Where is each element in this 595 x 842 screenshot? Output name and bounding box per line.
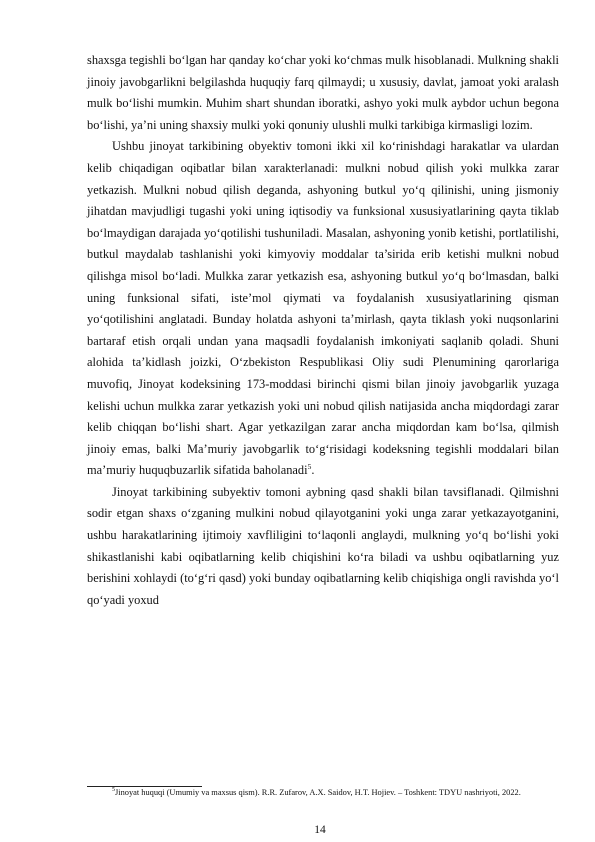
paragraph-2-text: Ushbu jinoyat tarkibining obyektiv tomoni ikki xil ko‘rinishdagi harakatlar va ulardan kelib chiqadigan oqibatlar bilan xarakterlanadi: mulkni nobud qilish yoki mulkka zarar yetkazish. Mulkni nobud qilish deganda, ashyoning butkul yo‘q qilinishi, uning jismoniy jihatdan mavjudligi tugashi yoki uning iqtisodiy va funksional xususiyatlarining qayta tiklab bo‘lmaydigan darajada yo‘qotilishi tushuniladi. Masalan, ashyoning yonib ketishi, portlatilishi, butkul maydalab tashlanishi yoki kimyoviy moddalar ta’sirida erib ketishi mulkni nobud qilishga misol bo‘ladi. Mulkka zarar yetkazish esa, ashyoning butkul yo‘q bo‘lmasdan, balki uning funksional sifati, iste’mol qiymati va foydalanish xususiyatlarining qisman yo‘qotilishini anglatadi. Bunday holatda ashyoni ta’mirlash, qayta tiklash yoki nuqsonlarini bartaraf etish orqali undan yana maqsadli foydalanish imkoniyati saqlanib qoladi. Shuni alohida ta’kidlash joizki, O‘zbekiston Respublikasi Oliy sudi Plenumining qarorlariga muvofiq, Jinoyat kodeksining 173-moddasi birinchi qismi bilan jinoiy javobgarlik yuzaga kelishi uchun mulkka zarar yetkazish yoki uni nobud qilish natijasida ancha miqdordagi zarar kelib chiqqan bo‘lishi shart. Agar yetkazilgan zarar ancha miqdordan kam bo‘lsa, qilmish jinoiy emas, balki Ma’muriy javobgarlik to‘g‘risidagi kodeksning tegishli moddalari bilan ma’muriy huquqbuzarlik sifatida baholanadi: [87, 139, 559, 478]
paragraph-2-end: .: [311, 463, 315, 478]
footnote-text: Jinoyat huquqi (Umumiy va maxsus qism). R.R. Zufarov, A.X. Saidov, H.T. Hojiev. – Toshkent: TDYU nashriyoti, 2022.: [115, 788, 521, 797]
footnote: [87, 787, 559, 798]
paragraph-2: [87, 136, 559, 482]
footnote-number: 5: [112, 787, 115, 794]
paragraph-3: Jinoyat tarkibining subyektiv tomoni aybning qasd shakli bilan tavsiflanadi. Qilmishni sodir etgan shaxs o‘zganing mulkini nobud qilayotganini yoki unga zarar yetkazayotganini, ushbu harakatlarining ijtimoiy xavfliligini to‘laqonli anglaydi, mulkning yo‘q bo‘lishi yoki shikastlanishi kabi oqibatlarning kelib chiqishini ko‘ra biladi va ushbu oqibatlarning yuz berishini xohlaydi (to‘g‘ri qasd) yoki bunday oqibatlarning kelib chiqishiga ongli ravishda yo‘l qo‘yadi yoxud: [87, 484, 559, 607]
page-number: 14: [314, 824, 326, 836]
footnote-reference[interactable]: 5: [307, 462, 312, 472]
paragraph-1: shaxsga tegishli bo‘lgan har qanday ko‘char yoki ko‘chmas mulk hisoblanadi. Mulkning shakli jinoiy javobgarlikni belgilashda huquqiy farq qilmaydi; u xususiy, davlat, jamoat yoki aralash mulk bo‘lishi mumkin. Muhim shart shundan iboratki, ashyo yoki mulk aybdor uchun begona bo‘lishi, ya’ni uning shaxsiy mulki yoki qonuniy ulushli mulki tarkibiga kirmasligi lozim.: [87, 53, 559, 132]
body-text: [87, 50, 559, 611]
